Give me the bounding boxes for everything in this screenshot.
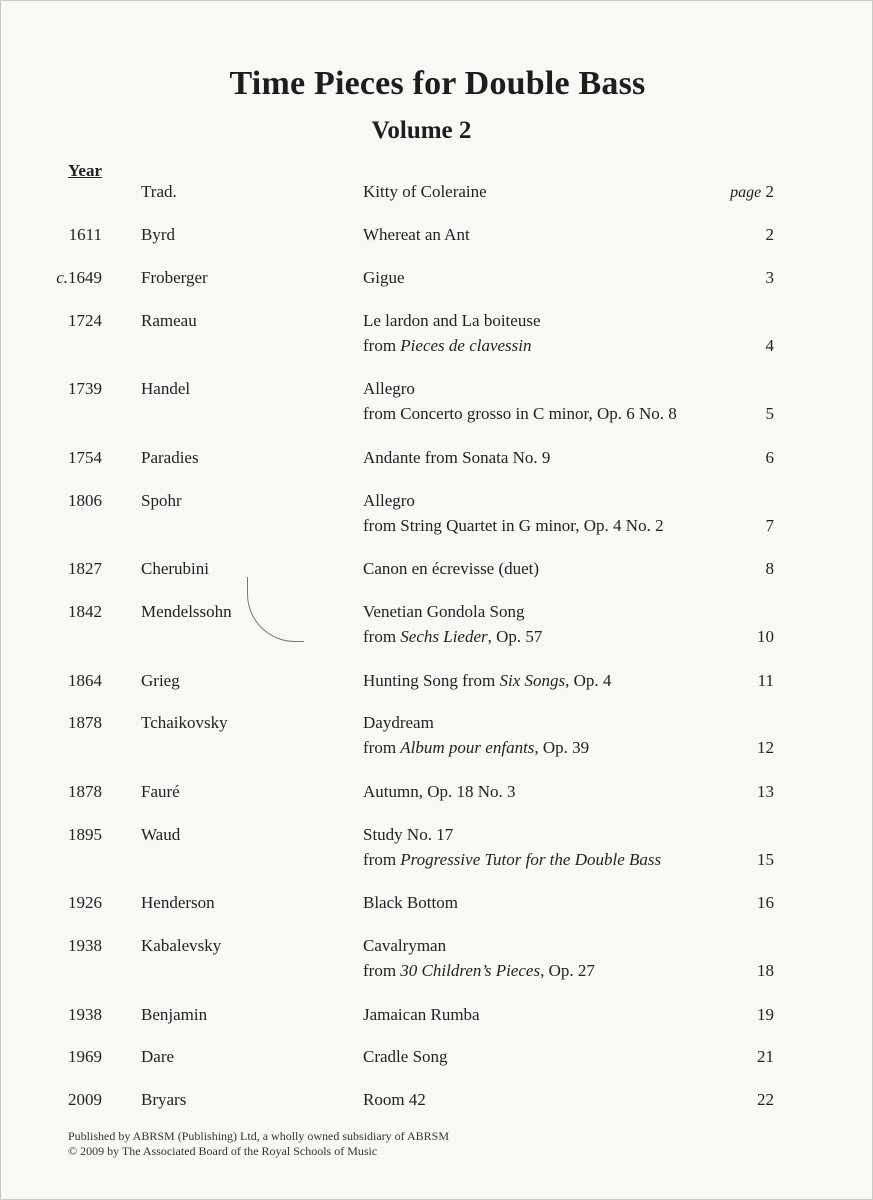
entry-year: 1864 <box>68 671 102 690</box>
entry-source-prefix: from <box>363 738 401 757</box>
entry-source <box>363 850 661 870</box>
entry-source <box>363 738 589 758</box>
entry-title-italic: Six Songs <box>499 671 566 690</box>
entry-title: Andante from Sonata No. 9 <box>363 448 551 467</box>
entry-year: 1739 <box>68 379 102 398</box>
entry-title: Autumn, Op. 18 No. 3 <box>363 782 516 801</box>
entry-title: Black Bottom <box>363 893 458 912</box>
entry-source-prefix: from <box>363 627 401 646</box>
entry-source-prefix: from <box>363 850 401 869</box>
entry-composer: Byrd <box>141 225 175 244</box>
entry-source-italic: Sechs Lieder <box>400 627 488 646</box>
entry-year: 1611 <box>68 225 102 244</box>
entry-title: Cavalryman <box>363 936 447 955</box>
page-title: Time Pieces for Double Bass <box>229 65 646 102</box>
entry-composer: Cherubini <box>141 559 209 578</box>
entry-title: Study No. 17 <box>363 825 454 844</box>
entry-source-prefix: from <box>363 961 401 980</box>
contents-entry <box>1 713 873 773</box>
entry-composer: Fauré <box>141 782 180 801</box>
entry-year: 1969 <box>68 1047 102 1066</box>
entry-year: 1842 <box>68 602 102 621</box>
entry-title: Whereat an Ant <box>363 225 470 244</box>
entry-year: 2009 <box>68 1090 102 1109</box>
entry-page-number: 21 <box>757 1047 774 1066</box>
entry-source-prefix: from String Quartet in G minor, Op. 4 No. 2 <box>363 516 664 535</box>
contents-entry: Trad. Kitty of Coleraine page 2 <box>141 182 774 201</box>
entry-year: 1878 <box>68 782 102 801</box>
entry-page-number: 3 <box>765 268 774 287</box>
entry-source-italic: Pieces de clavessin <box>400 336 532 355</box>
entry-source <box>363 336 532 356</box>
entry-source-suffix: , Op. 57 <box>487 627 543 646</box>
entry-page-number: 5 <box>765 404 774 423</box>
entry-title: Jamaican Rumba <box>363 1005 480 1024</box>
contents-entry <box>1 602 873 662</box>
entry-title-suffix: , Op. 4 <box>565 671 612 690</box>
entry-year: 1827 <box>68 559 102 578</box>
entry-page-number: 19 <box>757 1005 774 1024</box>
entry-year: 1926 <box>68 893 102 912</box>
entry-page-number: 18 <box>757 961 774 980</box>
contents-entry <box>1 936 873 996</box>
entry-page-number: 4 <box>765 336 774 355</box>
entry-page-number: 6 <box>765 448 774 467</box>
entry-year: c.1649 <box>56 268 102 287</box>
entry-source-suffix: , Op. 27 <box>540 961 595 980</box>
entry-source <box>363 404 677 424</box>
entry-source-italic: Progressive Tutor for the Double Bass <box>400 850 662 869</box>
entry-source-prefix: from Concerto grosso in C minor, Op. 6 No. 8 <box>363 404 677 423</box>
entry-year: 1806 <box>68 491 102 510</box>
contents-entry <box>1 491 873 551</box>
entry-title: Allegro <box>363 491 415 510</box>
entry-year: 1754 <box>68 448 102 467</box>
entry-composer: Henderson <box>141 893 215 912</box>
contents-entry <box>1 311 873 371</box>
entry-source-prefix: from <box>363 336 401 355</box>
entry-page-number: 15 <box>757 850 774 869</box>
entry-composer: Mendelssohn <box>141 602 232 621</box>
entry-composer: Spohr <box>141 491 182 510</box>
entry-composer: Grieg <box>141 671 180 690</box>
entry-title <box>363 671 611 691</box>
page-subtitle: Volume 2 <box>371 117 472 144</box>
entry-source-italic: Album pour enfants <box>400 738 535 757</box>
entry-title: Kitty of Coleraine <box>363 182 487 201</box>
entry-title: Allegro <box>363 379 415 398</box>
entry-page-number <box>730 182 774 202</box>
page-word-label: page <box>730 184 762 201</box>
entry-composer: Rameau <box>141 311 197 330</box>
entry-page-number: 16 <box>757 893 774 912</box>
footer-copyright-line: © 2009 by The Associated Board of the Royal Schools of Music <box>68 1144 378 1158</box>
entry-page-number: 7 <box>765 516 774 535</box>
entry-composer: Tchaikovsky <box>141 713 228 732</box>
footer-publisher-line: Published by ABRSM (Publishing) Ltd, a wholly owned subsidiary of ABRSM <box>68 1129 450 1143</box>
entry-year: 1724 <box>68 311 102 330</box>
entry-year: 1938 <box>68 1005 102 1024</box>
entry-page-number: 11 <box>757 671 774 690</box>
entry-composer: Froberger <box>141 268 208 287</box>
entry-source-suffix: , Op. 39 <box>534 738 590 757</box>
entry-title: Room 42 <box>363 1090 426 1109</box>
entry-page-number: 8 <box>765 559 774 578</box>
entry-title: Cradle Song <box>363 1047 448 1066</box>
entry-composer: Paradies <box>141 448 199 467</box>
entry-page-number: 10 <box>757 627 774 646</box>
entry-source <box>363 516 664 536</box>
entry-year: 1878 <box>68 713 102 732</box>
entry-title: Venetian Gondola Song <box>363 602 525 621</box>
entry-page-number: 22 <box>757 1090 774 1109</box>
contents-entry <box>1 825 873 885</box>
entry-source <box>363 627 542 647</box>
entry-page-number: 12 <box>757 738 774 757</box>
entry-composer: Benjamin <box>141 1005 208 1024</box>
entry-composer: Handel <box>141 379 191 398</box>
entry-title: Gigue <box>363 268 405 287</box>
entry-source <box>363 961 595 981</box>
entry-title: Daydream <box>363 713 434 732</box>
publisher-footer <box>68 1129 449 1159</box>
contents-entry <box>1 379 873 439</box>
year-column-heading: Year <box>68 161 102 180</box>
entry-page-number: 13 <box>757 782 774 801</box>
entry-year: 1938 <box>68 936 102 955</box>
entry-page-value: 2 <box>765 182 774 201</box>
entry-composer: Kabalevsky <box>141 936 222 955</box>
entry-composer: Bryars <box>141 1090 187 1109</box>
entry-title: Canon en écrevisse (duet) <box>363 559 540 578</box>
entry-year: 1895 <box>68 825 102 844</box>
entry-composer: Waud <box>141 825 181 844</box>
entry-title: Le lardon and La boiteuse <box>363 311 541 330</box>
entry-composer: Dare <box>141 1047 175 1066</box>
entry-title-prefix: Hunting Song from <box>363 671 500 690</box>
entry-source-italic: 30 Children’s Pieces <box>400 961 541 980</box>
entry-page-number: 2 <box>765 225 774 244</box>
